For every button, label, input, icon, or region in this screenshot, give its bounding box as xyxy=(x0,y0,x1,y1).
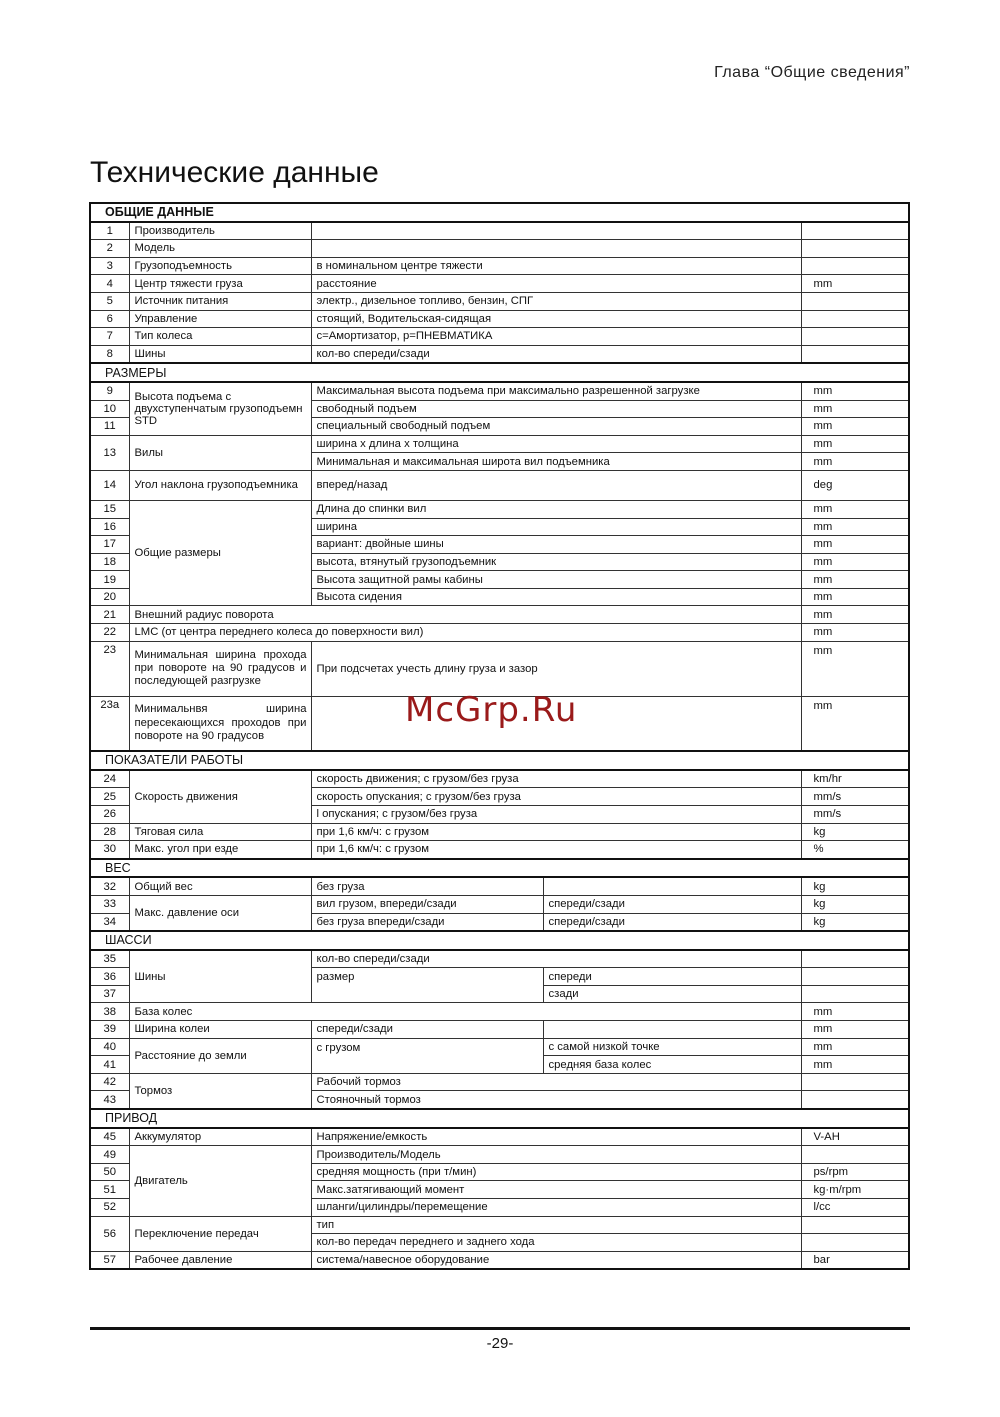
row-unit: V-AH xyxy=(801,1128,909,1146)
row-number: 38 xyxy=(90,1003,129,1021)
section-title: ОБЩИЕ ДАННЫЕ xyxy=(90,203,909,222)
row-number: 34 xyxy=(90,913,129,931)
row-desc: Длина до спинки вил xyxy=(311,500,801,518)
row-sub: спереди/сзади xyxy=(543,895,801,913)
row-desc: при 1,6 км/ч: с грузом xyxy=(311,841,801,859)
row-desc: вперед/назад xyxy=(311,470,801,500)
table-row xyxy=(90,895,909,913)
row-name: Общие размеры xyxy=(129,500,311,606)
table-row xyxy=(90,345,909,363)
row-unit: mm xyxy=(801,588,909,606)
table-row xyxy=(90,275,909,293)
row-unit: mm xyxy=(801,696,909,751)
section-drive xyxy=(90,1109,909,1128)
row-desc: Рабочий тормоз xyxy=(311,1073,801,1091)
row-name: Центр тяжести груза xyxy=(129,275,311,293)
row-sub: спереди xyxy=(543,968,801,986)
table-row xyxy=(90,823,909,841)
row-desc: Высота защитной рамы кабины xyxy=(311,571,801,589)
row-unit xyxy=(801,257,909,275)
row-number: 49 xyxy=(90,1146,129,1164)
row-number: 57 xyxy=(90,1251,129,1269)
table-row xyxy=(90,257,909,275)
table-row xyxy=(90,1128,909,1146)
row-unit: mm xyxy=(801,606,909,624)
row-number: 14 xyxy=(90,470,129,500)
row-unit: mm xyxy=(801,624,909,642)
row-unit: mm xyxy=(801,571,909,589)
table-row xyxy=(90,292,909,310)
row-unit: bar xyxy=(801,1251,909,1269)
row-name: Ширина колеи xyxy=(129,1021,311,1039)
table-row xyxy=(90,1021,909,1039)
row-number: 1 xyxy=(90,222,129,240)
row-desc: скорость движения; с грузом/без груза xyxy=(311,770,801,788)
row-desc: специальный свободный подъем xyxy=(311,418,801,436)
row-number: 24 xyxy=(90,770,129,788)
row-desc: l опускания; с грузом/без груза xyxy=(311,805,801,823)
row-sub: средняя база колес xyxy=(543,1056,801,1074)
row-number: 39 xyxy=(90,1021,129,1039)
row-unit: kg xyxy=(801,823,909,841)
row-sub: с самой низкой точке xyxy=(543,1038,801,1056)
table-row xyxy=(90,240,909,258)
table-row xyxy=(90,435,909,453)
row-unit: mm xyxy=(801,500,909,518)
row-unit: mm xyxy=(801,641,909,696)
table-row xyxy=(90,382,909,400)
section-weight xyxy=(90,859,909,878)
section-title: ШАССИ xyxy=(90,931,909,950)
row-number: 23a xyxy=(90,696,129,751)
row-desc: ширина x длина x толщина xyxy=(311,435,801,453)
row-unit xyxy=(801,950,909,968)
spec-table xyxy=(89,202,910,1270)
row-name: Источник питания xyxy=(129,292,311,310)
table-row xyxy=(90,606,909,624)
row-name: Управление xyxy=(129,310,311,328)
row-number: 51 xyxy=(90,1181,129,1199)
row-number: 35 xyxy=(90,950,129,968)
row-unit: l/cc xyxy=(801,1199,909,1217)
row-number: 11 xyxy=(90,418,129,436)
row-number: 25 xyxy=(90,788,129,806)
table-row xyxy=(90,500,909,518)
row-desc: кол-во передач переднего и заднего хода xyxy=(311,1234,801,1252)
row-number: 32 xyxy=(90,877,129,895)
row-sub: спереди/сзади xyxy=(543,913,801,931)
row-desc: Максимальная высота подъема при максимально разрешенной загрузке xyxy=(311,382,801,400)
row-unit: % xyxy=(801,841,909,859)
section-title: РАЗМЕРЫ xyxy=(90,363,909,382)
row-desc xyxy=(311,240,801,258)
table-row xyxy=(90,1146,909,1164)
row-number: 30 xyxy=(90,841,129,859)
table-row xyxy=(90,470,909,500)
row-desc: система/навесное оборудование xyxy=(311,1251,801,1269)
row-number: 28 xyxy=(90,823,129,841)
row-unit: kg·m/rpm xyxy=(801,1181,909,1199)
row-unit: deg xyxy=(801,470,909,500)
table-row xyxy=(90,841,909,859)
row-number: 37 xyxy=(90,985,129,1003)
row-unit xyxy=(801,1091,909,1109)
row-number: 18 xyxy=(90,553,129,571)
row-number: 36 xyxy=(90,968,129,986)
row-name: Тип колеса xyxy=(129,328,311,346)
row-desc: шланги/цилиндры/перемещение xyxy=(311,1199,801,1217)
chapter-header: Глава “Общие сведения” xyxy=(714,64,910,81)
row-desc: стоящий, Водительская-сидящая xyxy=(311,310,801,328)
row-name: Минимальная ширина прохода при повороте на 90 градусов и последующей разгрузке xyxy=(129,641,311,696)
row-desc: Напряжение/емкость xyxy=(311,1128,801,1146)
row-desc: Производитель/Модель xyxy=(311,1146,801,1164)
section-performance xyxy=(90,751,909,770)
row-number: 7 xyxy=(90,328,129,346)
table-row xyxy=(90,1073,909,1091)
table-row xyxy=(90,222,909,240)
row-number: 4 xyxy=(90,275,129,293)
row-unit: kg xyxy=(801,913,909,931)
row-desc: электр., дизельное топливо, бензин, СПГ xyxy=(311,292,801,310)
row-unit: mm xyxy=(801,536,909,554)
row-name: Вилы xyxy=(129,435,311,470)
row-desc: c=Амортизатор, p=ПНЕВМАТИКА xyxy=(311,328,801,346)
row-desc: вариант: двойные шины xyxy=(311,536,801,554)
row-name: Угол наклона грузоподъемника xyxy=(129,470,311,500)
row-unit xyxy=(801,328,909,346)
row-number: 10 xyxy=(90,400,129,418)
watermark: McGrp.Ru xyxy=(405,690,578,730)
section-title: ПРИВОД xyxy=(90,1109,909,1128)
page-title: Технические данные xyxy=(90,156,379,189)
row-name: Минимальнвя ширина пересекающихся проходов при повороте на 90 градусов xyxy=(129,696,311,751)
row-unit: mm xyxy=(801,400,909,418)
row-name: Двигатель xyxy=(129,1146,311,1216)
row-unit: mm xyxy=(801,1038,909,1056)
row-unit xyxy=(801,1073,909,1091)
row-name: Производитель xyxy=(129,222,311,240)
row-number: 16 xyxy=(90,518,129,536)
row-number: 26 xyxy=(90,805,129,823)
table-row xyxy=(90,1216,909,1234)
row-desc: свободный подъем xyxy=(311,400,801,418)
row-number: 41 xyxy=(90,1056,129,1074)
row-name: Тяговая сила xyxy=(129,823,311,841)
row-desc: спереди/сзади xyxy=(311,1021,543,1039)
row-unit: kg xyxy=(801,877,909,895)
row-unit xyxy=(801,240,909,258)
row-number: 20 xyxy=(90,588,129,606)
row-desc xyxy=(311,222,801,240)
row-number: 22 xyxy=(90,624,129,642)
row-sub xyxy=(543,1021,801,1039)
row-name: Макс. угол при езде xyxy=(129,841,311,859)
row-name: LMC (от центра переднего колеса до поверхности вил) xyxy=(129,624,801,642)
row-desc: Минимальная и максимальная широта вил подъемника xyxy=(311,453,801,471)
row-name: Высота подъема с двухступенчатым грузоподъемн STD xyxy=(129,382,311,435)
row-sub xyxy=(543,877,801,895)
row-desc: тип xyxy=(311,1216,801,1234)
row-desc: средняя мощность (при т/мин) xyxy=(311,1163,801,1181)
row-name: Переключение передач xyxy=(129,1216,311,1251)
row-number: 43 xyxy=(90,1091,129,1109)
table-row xyxy=(90,950,909,968)
row-desc: кол-во спереди/сзади xyxy=(311,950,801,968)
row-unit: mm xyxy=(801,435,909,453)
row-unit: mm xyxy=(801,553,909,571)
row-number: 2 xyxy=(90,240,129,258)
row-number: 33 xyxy=(90,895,129,913)
row-desc: Высота сидения xyxy=(311,588,801,606)
row-desc: кол-во спереди/сзади xyxy=(311,345,801,363)
row-desc: вил грузом, впереди/сзади xyxy=(311,895,543,913)
table-row xyxy=(90,1038,909,1056)
page-number: -29- xyxy=(486,1335,514,1352)
row-desc: Макс.затягивающий момент xyxy=(311,1181,801,1199)
row-number: 13 xyxy=(90,435,129,470)
row-number: 17 xyxy=(90,536,129,554)
row-number: 40 xyxy=(90,1038,129,1056)
section-title: ВЕС xyxy=(90,859,909,878)
row-unit: mm xyxy=(801,518,909,536)
row-number: 45 xyxy=(90,1128,129,1146)
row-desc: высота, втянутый грузоподъемник xyxy=(311,553,801,571)
row-unit: ps/rpm xyxy=(801,1163,909,1181)
row-desc: без груза xyxy=(311,877,543,895)
row-unit: mm xyxy=(801,382,909,400)
section-dimensions xyxy=(90,363,909,382)
row-unit xyxy=(801,968,909,986)
table-row xyxy=(90,641,909,696)
row-sub: сзади xyxy=(543,985,801,1003)
row-unit: mm xyxy=(801,418,909,436)
row-number: 52 xyxy=(90,1199,129,1217)
section-general xyxy=(90,203,909,222)
row-unit xyxy=(801,1146,909,1164)
row-unit: mm xyxy=(801,1003,909,1021)
section-chassis xyxy=(90,931,909,950)
table-row xyxy=(90,310,909,328)
section-title: ПОКАЗАТЕЛИ РАБОТЫ xyxy=(90,751,909,770)
row-number: 5 xyxy=(90,292,129,310)
row-name: Рабочее давление xyxy=(129,1251,311,1269)
row-unit xyxy=(801,222,909,240)
row-name: Макс. давление оси xyxy=(129,895,311,931)
row-desc: Стояночный тормоз xyxy=(311,1091,801,1109)
row-name: Модель xyxy=(129,240,311,258)
table-row xyxy=(90,770,909,788)
row-number: 19 xyxy=(90,571,129,589)
row-desc: без груза впереди/сзади xyxy=(311,913,543,931)
row-desc: ширина xyxy=(311,518,801,536)
row-unit: mm/s xyxy=(801,788,909,806)
row-name: База колес xyxy=(129,1003,801,1021)
row-unit: km/hr xyxy=(801,770,909,788)
row-name: Общий вес xyxy=(129,877,311,895)
row-unit: kg xyxy=(801,895,909,913)
row-unit xyxy=(801,1216,909,1234)
row-desc: при 1,6 км/ч: с грузом xyxy=(311,823,801,841)
row-number: 56 xyxy=(90,1216,129,1251)
row-unit xyxy=(801,345,909,363)
row-desc: расстояние xyxy=(311,275,801,293)
row-unit: mm xyxy=(801,1021,909,1039)
row-unit xyxy=(801,310,909,328)
row-unit xyxy=(801,1234,909,1252)
row-desc: в номинальном центре тяжести xyxy=(311,257,801,275)
row-number: 9 xyxy=(90,382,129,400)
row-name: Грузоподъемность xyxy=(129,257,311,275)
row-name: Тормоз xyxy=(129,1073,311,1109)
row-name: Шины xyxy=(129,950,311,1003)
row-unit: mm xyxy=(801,453,909,471)
row-number: 21 xyxy=(90,606,129,624)
table-row xyxy=(90,1003,909,1021)
table-row xyxy=(90,624,909,642)
row-unit: mm xyxy=(801,275,909,293)
row-name: Аккумулятор xyxy=(129,1128,311,1146)
row-name: Шины xyxy=(129,345,311,363)
row-name: Расстояние до земли xyxy=(129,1038,311,1073)
table-row xyxy=(90,328,909,346)
row-number: 42 xyxy=(90,1073,129,1091)
row-unit: mm/s xyxy=(801,805,909,823)
row-number: 8 xyxy=(90,345,129,363)
row-desc: размер xyxy=(311,968,543,1003)
row-desc: с грузом xyxy=(311,1038,543,1073)
table-row xyxy=(90,877,909,895)
row-number: 50 xyxy=(90,1163,129,1181)
row-unit xyxy=(801,985,909,1003)
row-desc: скорость опускания; с грузом/без груза xyxy=(311,788,801,806)
row-name: Скорость движения xyxy=(129,770,311,823)
row-name: Внешний радиус поворота xyxy=(129,606,801,624)
footer-divider xyxy=(90,1327,910,1330)
row-number: 3 xyxy=(90,257,129,275)
row-number: 15 xyxy=(90,500,129,518)
row-number: 23 xyxy=(90,641,129,696)
table-row xyxy=(90,1251,909,1269)
row-unit: mm xyxy=(801,1056,909,1074)
row-desc: При подсчетах учесть длину груза и зазор xyxy=(311,641,801,696)
row-number: 6 xyxy=(90,310,129,328)
row-unit xyxy=(801,292,909,310)
